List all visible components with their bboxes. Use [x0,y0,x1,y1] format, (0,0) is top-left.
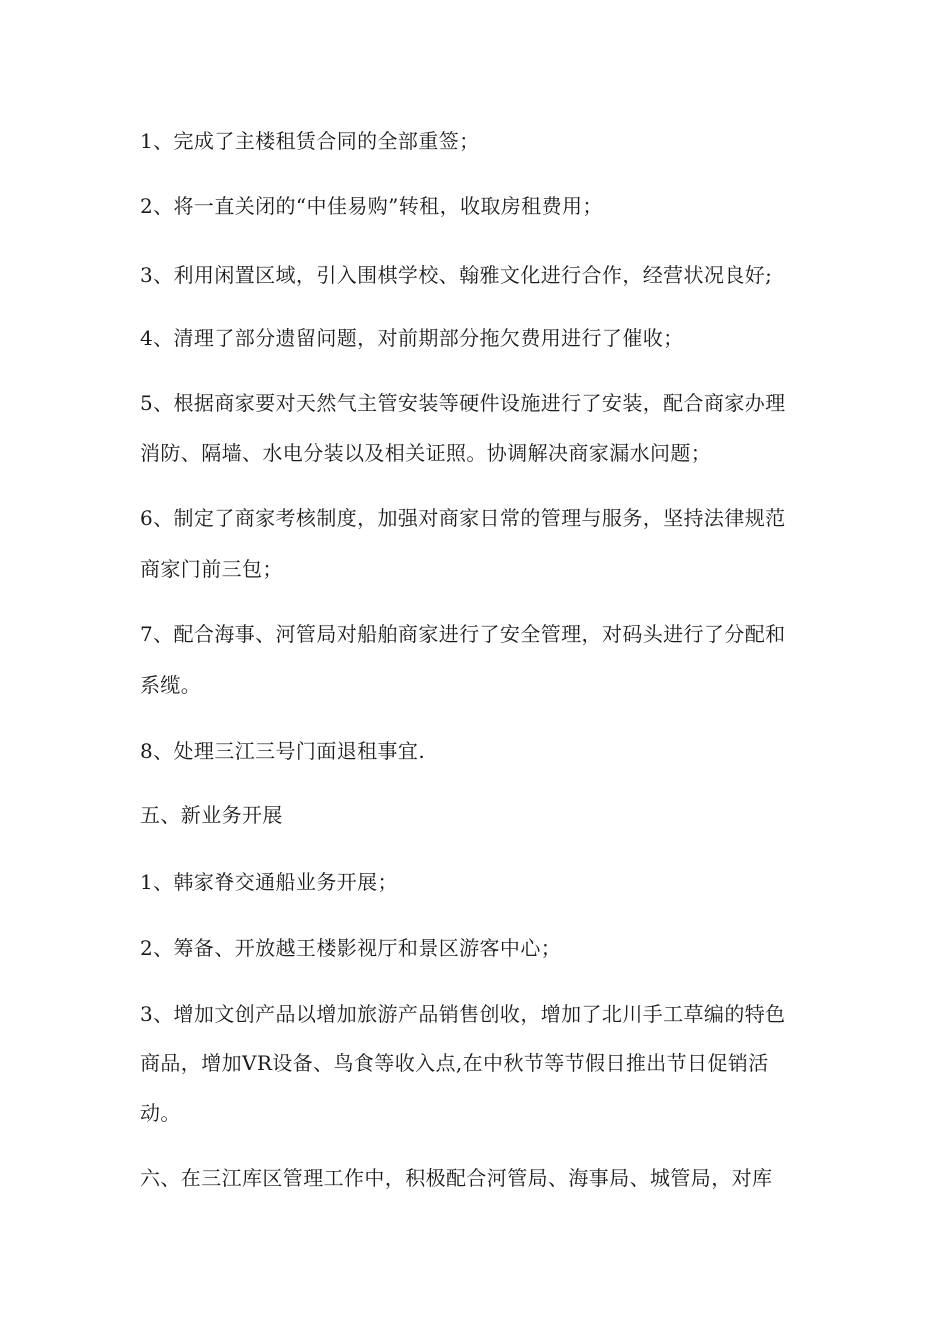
text-line: 5、根据商家要对天然气主管安装等硬件设施进行了安装，配合商家办理 [140,391,786,415]
section-heading: 六、在三江库区管理工作中，积极配合河管局、海事局、城管局，对库 [140,1166,773,1190]
text-line: 3、利用闲置区域，引入围棋学校、翰雅文化进行合作，经营状况良好; [140,263,773,287]
text-line: 消防、隔墙、水电分装以及相关证照。协调解决商家漏水问题； [140,441,712,465]
text-line: 商家门前三包； [140,557,283,581]
text-line: 7、配合海事、河管局对船舶商家进行了安全管理，对码头进行了分配和 [140,622,786,646]
text-line: 8、处理三江三号门面退租事宜. [140,739,426,763]
text-line: 动。 [140,1101,181,1125]
text-line: 商品，增加VR设备、鸟食等收入点,在中秋节等节假日推出节日促销活 [140,1051,769,1075]
text-line: 1、韩家脊交通船业务开展； [140,870,398,894]
text-line: 6、制定了商家考核制度，加强对商家日常的管理与服务，坚持法律规范 [140,506,786,530]
text-line: 4、清理了部分遗留问题，对前期部分拖欠费用进行了催收； [140,326,684,350]
text-line: 2、筹备、开放越王楼影视厅和景区游客中心； [140,936,562,960]
text-line: 3、增加文创产品以增加旅游产品销售创收，增加了北川手工草编的特色 [140,1002,786,1026]
text-line: 2、将一直关闭的“中佳易购”转租，收取房租费用； [140,194,603,218]
text-line: 1、完成了主楼租赁合同的全部重签； [140,129,480,153]
section-heading: 五、新业务开展 [140,803,283,827]
text-line: 系缆。 [140,673,202,697]
